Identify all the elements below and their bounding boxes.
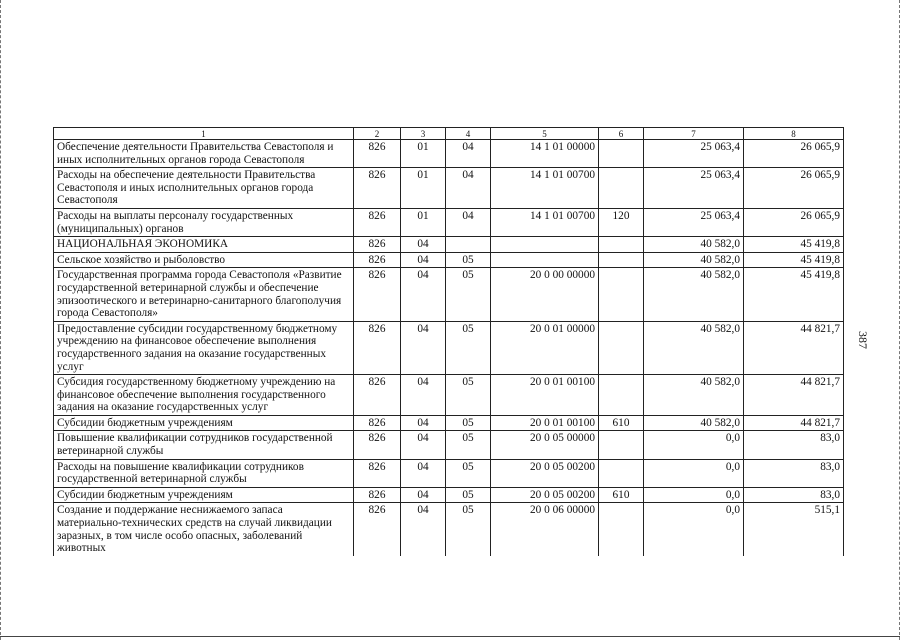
target-article-cell: 14 1 01 00700 <box>491 168 599 209</box>
row-name-cell: Предоставление субсидии государственному бюджетному учреждению на финансовое обеспечение выполнения государственного задания на оказание государственных услуг <box>54 321 354 374</box>
amount-cell-1: 25 063,4 <box>644 140 744 168</box>
table-row <box>54 431 844 459</box>
column-header: 7 <box>644 128 744 140</box>
row-name-cell: НАЦИОНАЛЬНАЯ ЭКОНОМИКА <box>54 237 354 253</box>
table-row <box>54 415 844 431</box>
target-article-cell: 20 0 00 00000 <box>491 268 599 321</box>
amount-cell-2: 44 821,7 <box>744 415 844 431</box>
subsection-code-cell: 05 <box>446 487 491 503</box>
table-row <box>54 252 844 268</box>
expense-type-cell <box>599 168 644 209</box>
ved-code-cell: 826 <box>354 168 401 209</box>
subsection-code-cell: 05 <box>446 268 491 321</box>
target-article-cell <box>491 252 599 268</box>
column-header: 4 <box>446 128 491 140</box>
amount-cell-2: 515,1 <box>744 503 844 556</box>
row-name-cell: Сельское хозяйство и рыболовство <box>54 252 354 268</box>
section-code-cell: 01 <box>401 168 446 209</box>
expense-type-cell: 120 <box>599 208 644 236</box>
table-row <box>54 140 844 168</box>
amount-cell-1: 0,0 <box>644 431 744 459</box>
subsection-code-cell: 05 <box>446 431 491 459</box>
target-article-cell: 14 1 01 00700 <box>491 208 599 236</box>
table-row <box>54 503 844 556</box>
column-header: 3 <box>401 128 446 140</box>
section-code-cell: 04 <box>401 459 446 487</box>
subsection-code-cell: 04 <box>446 168 491 209</box>
table-row <box>54 208 844 236</box>
target-article-cell: 20 0 01 00100 <box>491 375 599 416</box>
row-name-cell: Расходы на повышение квалификации сотрудников государственной ветеринарной службы <box>54 459 354 487</box>
ved-code-cell: 826 <box>354 321 401 374</box>
subsection-code-cell: 05 <box>446 459 491 487</box>
section-code-cell: 01 <box>401 140 446 168</box>
amount-cell-1: 40 582,0 <box>644 252 744 268</box>
subsection-code-cell: 04 <box>446 208 491 236</box>
section-code-cell: 04 <box>401 375 446 416</box>
section-code-cell: 04 <box>401 268 446 321</box>
amount-cell-2: 26 065,9 <box>744 168 844 209</box>
amount-cell-1: 25 063,4 <box>644 168 744 209</box>
amount-cell-2: 45 419,8 <box>744 252 844 268</box>
amount-cell-1: 0,0 <box>644 487 744 503</box>
section-code-cell: 04 <box>401 487 446 503</box>
subsection-code-cell: 05 <box>446 252 491 268</box>
ved-code-cell: 826 <box>354 268 401 321</box>
target-article-cell: 14 1 01 00000 <box>491 140 599 168</box>
table-row <box>54 168 844 209</box>
table-row <box>54 237 844 253</box>
column-header: 6 <box>599 128 644 140</box>
ved-code-cell: 826 <box>354 208 401 236</box>
ved-code-cell: 826 <box>354 375 401 416</box>
ved-code-cell: 826 <box>354 431 401 459</box>
table-body <box>54 140 844 556</box>
ved-code-cell: 826 <box>354 415 401 431</box>
expense-type-cell: 610 <box>599 415 644 431</box>
section-code-cell: 04 <box>401 415 446 431</box>
page-number: 387 <box>856 331 870 349</box>
amount-cell-1: 40 582,0 <box>644 375 744 416</box>
row-name-cell: Субсидия государственному бюджетному учреждению на финансовое обеспечение выполнения государственного задания на оказание государственных услуг <box>54 375 354 416</box>
row-name-cell: Расходы на обеспечение деятельности Правительства Севастополя и иных исполнительных органов города Севастополя <box>54 168 354 209</box>
expense-type-cell <box>599 252 644 268</box>
column-header: 1 <box>54 128 354 140</box>
table-row <box>54 321 844 374</box>
expense-type-cell <box>599 431 644 459</box>
expense-type-cell <box>599 237 644 253</box>
row-name-cell: Государственная программа города Севастополя «Развитие государственной ветеринарной службы и обеспечение эпизоотического и ветеринарно-санитарного благополучия города Севастополя» <box>54 268 354 321</box>
section-code-cell: 01 <box>401 208 446 236</box>
subsection-code-cell: 05 <box>446 415 491 431</box>
amount-cell-2: 26 065,9 <box>744 140 844 168</box>
target-article-cell: 20 0 05 00200 <box>491 487 599 503</box>
expense-type-cell <box>599 321 644 374</box>
ved-code-cell: 826 <box>354 487 401 503</box>
table-row <box>54 459 844 487</box>
subsection-code-cell <box>446 237 491 253</box>
subsection-code-cell: 04 <box>446 140 491 168</box>
subsection-code-cell: 05 <box>446 503 491 556</box>
expense-type-cell <box>599 140 644 168</box>
amount-cell-1: 0,0 <box>644 459 744 487</box>
table-row <box>54 487 844 503</box>
table-row <box>54 268 844 321</box>
ved-code-cell: 826 <box>354 237 401 253</box>
expense-type-cell <box>599 375 644 416</box>
row-name-cell: Обеспечение деятельности Правительства Севастополя и иных исполнительных органов города Севастополя <box>54 140 354 168</box>
amount-cell-1: 40 582,0 <box>644 268 744 321</box>
row-name-cell: Повышение квалификации сотрудников государственной ветеринарной службы <box>54 431 354 459</box>
ved-code-cell: 826 <box>354 503 401 556</box>
column-header: 8 <box>744 128 844 140</box>
expense-type-cell <box>599 503 644 556</box>
page-bottom-line <box>0 636 900 637</box>
row-name-cell: Субсидии бюджетным учреждениям <box>54 487 354 503</box>
budget-table <box>53 127 844 556</box>
section-code-cell: 04 <box>401 503 446 556</box>
ved-code-cell: 826 <box>354 140 401 168</box>
ved-code-cell: 826 <box>354 252 401 268</box>
target-article-cell: 20 0 06 00000 <box>491 503 599 556</box>
target-article-cell <box>491 237 599 253</box>
expense-type-cell <box>599 459 644 487</box>
section-code-cell: 04 <box>401 321 446 374</box>
expense-type-cell: 610 <box>599 487 644 503</box>
amount-cell-2: 44 821,7 <box>744 375 844 416</box>
subsection-code-cell: 05 <box>446 375 491 416</box>
amount-cell-2: 26 065,9 <box>744 208 844 236</box>
section-code-cell: 04 <box>401 252 446 268</box>
expense-type-cell <box>599 268 644 321</box>
amount-cell-1: 40 582,0 <box>644 415 744 431</box>
amount-cell-1: 0,0 <box>644 503 744 556</box>
amount-cell-2: 83,0 <box>744 431 844 459</box>
table-row <box>54 375 844 416</box>
target-article-cell: 20 0 05 00000 <box>491 431 599 459</box>
amount-cell-2: 83,0 <box>744 459 844 487</box>
column-header: 5 <box>491 128 599 140</box>
column-header: 2 <box>354 128 401 140</box>
amount-cell-2: 83,0 <box>744 487 844 503</box>
amount-cell-1: 40 582,0 <box>644 321 744 374</box>
target-article-cell: 20 0 01 00100 <box>491 415 599 431</box>
row-name-cell: Создание и поддержание неснижаемого запаса материально-технических средств на случай ликвидации заразных, в том числе особо опасных, заболеваний животных <box>54 503 354 556</box>
table-header-row <box>54 128 844 140</box>
amount-cell-2: 45 419,8 <box>744 268 844 321</box>
amount-cell-2: 44 821,7 <box>744 321 844 374</box>
amount-cell-1: 25 063,4 <box>644 208 744 236</box>
section-code-cell: 04 <box>401 237 446 253</box>
page-edge-left <box>0 0 1 640</box>
subsection-code-cell: 05 <box>446 321 491 374</box>
amount-cell-2: 45 419,8 <box>744 237 844 253</box>
row-name-cell: Субсидии бюджетным учреждениям <box>54 415 354 431</box>
amount-cell-1: 40 582,0 <box>644 237 744 253</box>
target-article-cell: 20 0 05 00200 <box>491 459 599 487</box>
row-name-cell: Расходы на выплаты персоналу государственных (муниципальных) органов <box>54 208 354 236</box>
ved-code-cell: 826 <box>354 459 401 487</box>
section-code-cell: 04 <box>401 431 446 459</box>
target-article-cell: 20 0 01 00000 <box>491 321 599 374</box>
